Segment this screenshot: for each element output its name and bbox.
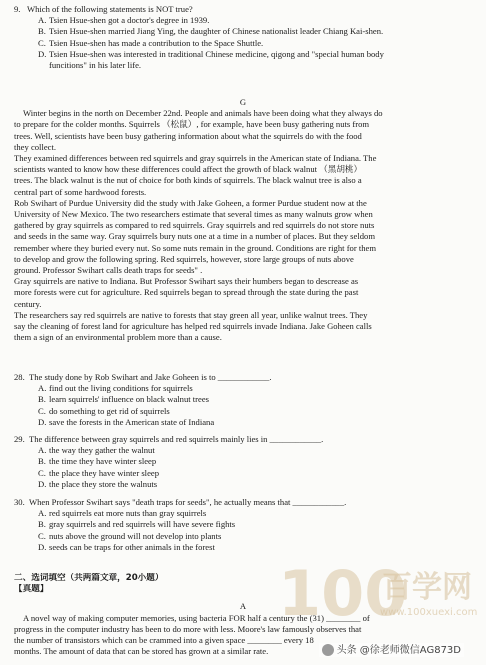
option-c: C. the place they have winter sleep <box>38 467 159 478</box>
passage-line: gathered by gray squirrels as compared to red squirrels. Gray squirrels and red squirrels do not store nuts <box>14 220 375 231</box>
section-subtitle: 【真题】 <box>14 584 49 595</box>
passage-line: and seeds in the same way. Gray squirrels bury nuts one at a time in a number of places. But they seldom <box>14 231 376 242</box>
option-b: B. learn squirrels' influence on black walnut trees <box>38 394 209 405</box>
option-d: D. save the forests in the American state of Indiana <box>38 416 215 427</box>
question-number: 30. <box>14 497 25 507</box>
option-b: B. the time they have winter sleep <box>38 456 157 467</box>
passage-line: to prepare for the colder months. Squirrels （松鼠）, for example, have been busy gathering nuts from <box>14 119 370 130</box>
question-stem <box>14 497 472 508</box>
passage-line: say the cleaning of forest land for agriculture has helped red squirrels invade Indiana. Jake Goheen calls <box>14 321 372 332</box>
option-c: C. do something to get rid of squirrels <box>38 405 170 416</box>
passage-line: A novel way of making computer memories, using bacteria FOR half a century the (31) ________ of <box>23 612 370 623</box>
question-text: The difference between gray squirrels and red squirrels mainly lies in ____________. <box>29 434 324 444</box>
passage-g <box>14 97 472 343</box>
question-number: 28. <box>14 372 25 382</box>
passage-line: They examined differences between red squirrels and gray squirrels in the American state of Indiana. The <box>14 153 377 164</box>
passage-line: Gray squirrels are native to Indiana. But Professor Swihart says their humbers began to descrease as <box>14 276 359 287</box>
passage-line: trees. The black walnut is the nut of choice for both kinds of squirrels. The black walnut tree is also a <box>14 175 362 186</box>
section-title: 二、选词填空（共两篇文章，20小题） <box>14 573 164 583</box>
question-text: When Professor Swihart says "death traps for seeds", he actually means that ____________. <box>29 497 347 507</box>
passage-line: to develop and grow the following spring. Red squirrels, however, store large groups of nuts above <box>14 253 354 264</box>
watermark-cn: 百学网 <box>382 570 472 605</box>
option-d-continued: funcitions" in his later life. <box>49 60 142 71</box>
question-text: Which of the following statements is NOT true? <box>27 4 193 14</box>
avatar-icon <box>322 644 334 656</box>
option-d: D. the place they store the walnuts <box>38 478 158 489</box>
passage-body <box>14 108 472 343</box>
watermark-logo <box>272 553 478 643</box>
watermark-digits: 100 <box>278 557 408 630</box>
option-a: A. the way they gather the walnut <box>38 445 155 456</box>
option-b: B. Tsien Hsue-shen married Jiang Ying, the daughter of Chinese nationalist leader Chiang Kai-shen. <box>38 26 384 37</box>
passage-line: more forests were cut for agriculture. Red squirrels began to spread through the state during the past <box>14 287 359 298</box>
passage-line: University of New Mexico. The two researchers estimate that several times as many walnuts grow when <box>14 209 373 220</box>
option-d: D. seeds can be traps for other animals in the forest <box>38 541 215 552</box>
option-c: C. nuts above the ground will not develop into plants <box>38 530 222 541</box>
passage-line: them a sign of an environmental problem more than a cause. <box>14 332 222 343</box>
option-b: B. gray squirrels and red squirrels will have severe fights <box>38 519 236 530</box>
question-number: 9. <box>14 4 21 14</box>
passage-letter: G <box>239 97 247 107</box>
passage-line: progress in the computer industry has been to do more with less. Moore's law famously observes that <box>14 623 362 634</box>
passage-line: century. <box>14 298 42 309</box>
passage-line: scientists wanted to know how these differences could affect the growth of black walnut （黑胡桃） <box>14 164 363 175</box>
option-d: D. Tsien Hsue-shen was interested in traditional Chinese medicine, qigong and "special human body <box>38 48 384 59</box>
passage-line: ground. Professor Swihart calls death traps for seeds" . <box>14 265 203 276</box>
footer-credit <box>319 643 464 657</box>
footer-text: 头条 @徐老师微信AG873D <box>336 644 461 656</box>
question-number: 29. <box>14 434 25 444</box>
passage-line: central part of some hardwood forests. <box>14 186 147 197</box>
question-stem <box>14 4 472 15</box>
passage-line: remember where they buried every nut. So some nuts remain in the ground. Conditions are right for them <box>14 242 377 253</box>
watermark-url: www.100xuexi.com <box>380 607 478 618</box>
option-a: A. Tsien Hsue-shen got a doctor's degree in 1939. <box>38 15 210 26</box>
question-stem <box>14 434 472 445</box>
passage-letter: A <box>239 601 247 612</box>
passage-line: Winter begins in the north on December 22nd. People and animals have been doing what they always do <box>23 108 383 119</box>
question-29 <box>14 434 472 490</box>
question-text: The study done by Rob Swihart and Jake Goheen is to ____________. <box>29 372 272 382</box>
passage-line: The researchers say red squirrels are native to forests that stay green all year, unlike walnut trees. They <box>14 309 368 320</box>
passage-line: they collect. <box>14 141 56 152</box>
passage-line: Rob Swihart of Purdue University did the study with Jake Goheen, a former Purdue student now at the <box>14 197 367 208</box>
option-a: A. red squirrels eat more nuts than gray squirrels <box>38 508 207 519</box>
question-stem <box>14 372 472 383</box>
passage-line: the number of transistors which can be crammed into a given space ________ every 18 <box>14 635 314 646</box>
question-9 <box>14 4 472 71</box>
passage-line: trees. Well, scientists have been busy gathering information about what the squirrels do with the food <box>14 130 362 141</box>
passage-line: months. The amount of data that can be stored has grown at a similar rate. <box>14 646 269 657</box>
question-28 <box>14 372 472 428</box>
option-a: A. find out the living conditions for squirrels <box>38 383 193 394</box>
question-30 <box>14 497 472 553</box>
option-c: C. Tsien Hsue-shen has made a contribution to the Space Shuttle. <box>38 37 264 48</box>
